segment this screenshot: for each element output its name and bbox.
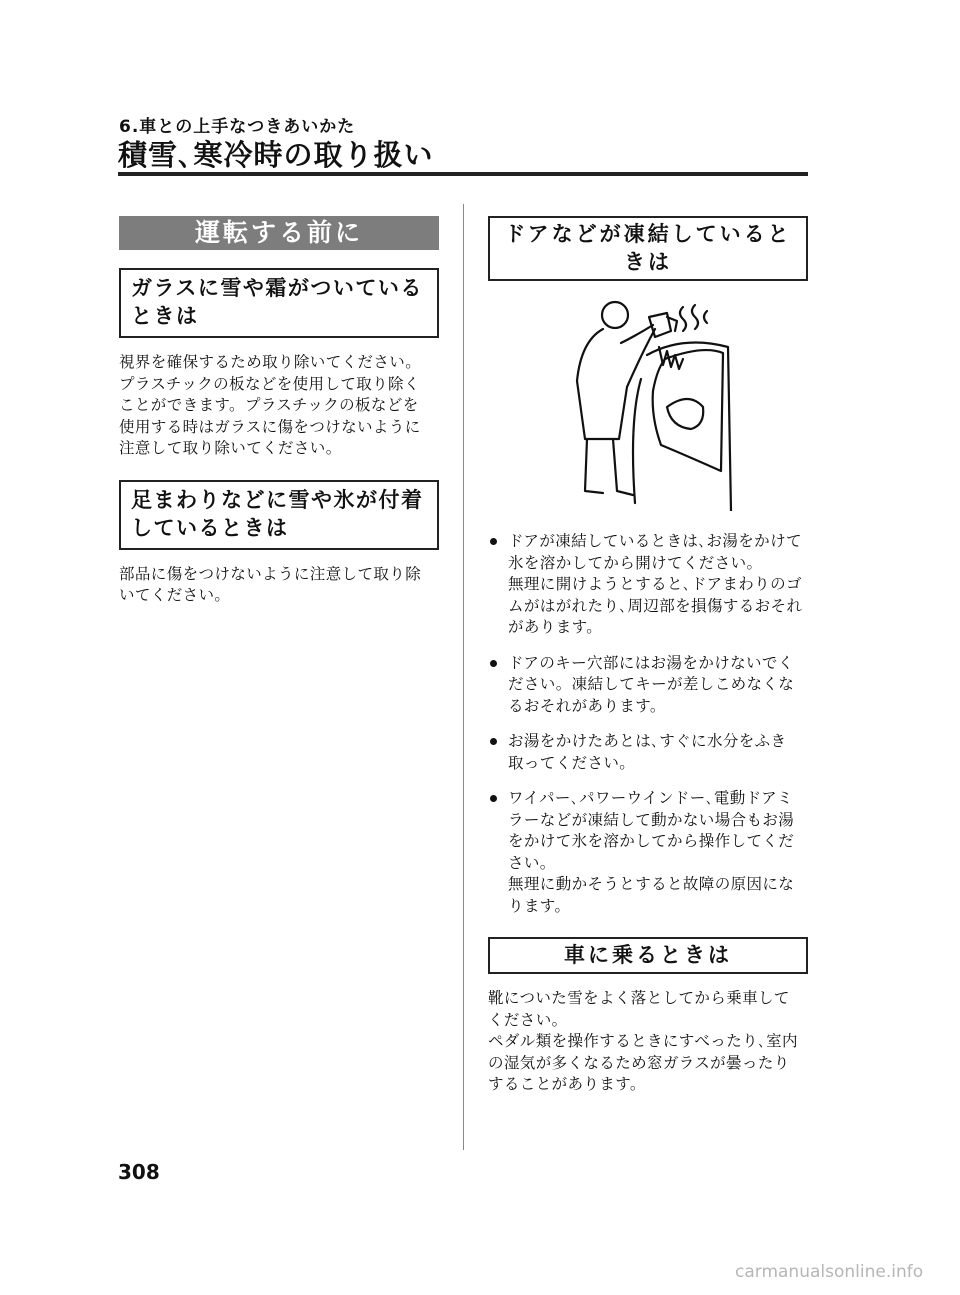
illustration-person-head <box>602 302 628 328</box>
text-line: 取ってください。 <box>508 753 636 772</box>
text-line: いてください。 <box>119 586 231 604</box>
text-line: をかけて氷を溶かしてから操作してくだ <box>508 832 795 850</box>
text-line: 視界を確保するため取り除いてください。 <box>119 353 422 371</box>
left-column <box>119 216 439 607</box>
illustration-person-body <box>577 329 655 439</box>
text-line: ペダル類を操作するときにすべったり､室内 <box>488 1032 798 1050</box>
heading-glass-snow-line1: ガラスに雪や霜がついている <box>131 276 423 300</box>
text-line: ドアが凍結しているときは､お湯をかけて <box>508 532 802 550</box>
watermark: carmanualsonline.info <box>735 1262 924 1282</box>
illustration-person-legs <box>585 439 633 495</box>
text-line: 部品に傷をつけないように注意して取り除 <box>119 564 422 583</box>
bullet-item <box>488 731 808 774</box>
page-title: 積雪､寒冷時の取り扱い <box>118 138 434 172</box>
heading-glass-snow <box>119 268 439 338</box>
text-line: 無理に動かそうとすると故障の原因にな <box>508 875 795 893</box>
chapter-label: 6.車との上手なつきあいかた <box>119 117 356 137</box>
heading-undercarriage-line2: しているときは <box>131 515 289 540</box>
text-line: の湿気が多くなるため窓ガラスが曇ったり <box>488 1053 790 1072</box>
heading-undercarriage-ice <box>119 480 439 550</box>
right-column <box>488 216 808 1096</box>
heading-undercarriage-line1: 足まわりなどに雪や氷が付着 <box>131 487 424 512</box>
illustration-side-mirror <box>667 399 703 429</box>
text-line: ラーなどが凍結して動かない場合もお湯 <box>508 810 795 829</box>
text-line: ワイパー､パワーウインドー､電動ドアミ <box>508 789 793 807</box>
text-line: さい。 <box>508 853 556 872</box>
bullet-item <box>488 653 808 718</box>
illustration-car-window <box>653 350 723 471</box>
text-undercarriage-ice <box>119 564 439 607</box>
text-line: することがあります。 <box>488 1075 646 1093</box>
heading-frozen-door: ドアなどが凍結しているときは <box>488 216 808 281</box>
bullet-dot-icon <box>490 538 497 545</box>
section-banner-before-driving: 運転する前に <box>119 216 439 250</box>
text-line: 無理に開けようとすると､ドアまわりのゴ <box>508 575 802 593</box>
text-line: があります。 <box>508 618 603 636</box>
frozen-door-bullets <box>488 531 808 917</box>
heading-boarding: 車に乗るときは <box>488 937 808 974</box>
text-line: 使用する時はガラスに傷をつけないように <box>119 417 421 436</box>
bullet-dot-icon <box>490 738 497 745</box>
text-line: ことができます。プラスチックの板などを <box>119 396 419 414</box>
text-boarding <box>488 988 808 1096</box>
text-line: ります。 <box>508 896 571 915</box>
bullet-item <box>488 531 808 639</box>
text-line: 靴についた雪をよく落としてから乗車して <box>488 989 790 1007</box>
header-rule <box>118 172 808 176</box>
text-line: ください。 <box>488 1010 568 1029</box>
bullet-item <box>488 788 808 917</box>
heading-glass-snow-line2: ときは <box>131 304 199 328</box>
text-line: ださい。凍結してキーが差しこめなくな <box>508 675 795 693</box>
column-divider <box>463 204 464 1150</box>
frozen-door-illustration <box>563 295 733 511</box>
page-number: 308 <box>118 1160 160 1184</box>
text-line: 注意して取り除いてください。 <box>119 439 342 457</box>
illustration-steam <box>680 305 707 331</box>
text-line: お湯をかけたあとは､すぐに水分をふき <box>508 732 787 750</box>
illustration-car-door <box>633 379 641 503</box>
text-line: プラスチックの板などを使用して取り除く <box>119 374 420 393</box>
text-line: ムがはがれたり､周辺部を損傷するおそれ <box>508 596 803 615</box>
bullet-dot-icon <box>490 795 497 802</box>
text-line: ドアのキー穴部にはお湯をかけないでく <box>508 653 794 672</box>
bullet-dot-icon <box>490 660 497 667</box>
text-line: 氷を溶かしてから開けてください。 <box>508 553 763 572</box>
text-glass-snow <box>119 352 439 460</box>
text-line: るおそれがあります。 <box>508 696 666 715</box>
